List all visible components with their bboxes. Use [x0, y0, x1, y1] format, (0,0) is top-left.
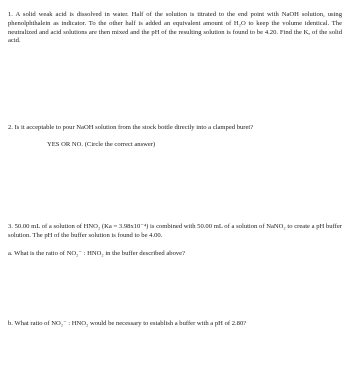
question-3: 3. 50.00 mL of a solution of HNO₂ (Ka = 3.98x10⁻⁴) is combined with 50.00 mL of a solution of NaNO₂ to create a pH buffer solution. The pH of the buffer solution is found to be 4.00. [8, 223, 342, 239]
question-2: 2. Is it acceptable to pour NaOH solution from the stock bottle directly into a clamped buret? [8, 124, 254, 131]
question-3-part-b: b. What ratio of NO₂⁻ : HNO₂ would be necessary to establish a buffer with a pH of 2.80? [8, 320, 247, 327]
question-2-answer-options: YES OR NO. (Circle the correct answer) [47, 141, 156, 148]
question-3-part-a: a. What is the ratio of NO₂⁻ : HNO₂ in the buffer described above? [8, 250, 186, 257]
question-1: 1. A solid weak acid is dissolved in water. Half of the solution is titrated to the end point with NaOH solution, using phenolphthalein as indicator. To the other half is added an equivalent amount of H₂O to keep the volume identical. The neutralized and acid solutions are then mixed and the pH of the resulting solution is found to be 4.20. Find the Kₐ of the solid acid. [8, 11, 342, 45]
